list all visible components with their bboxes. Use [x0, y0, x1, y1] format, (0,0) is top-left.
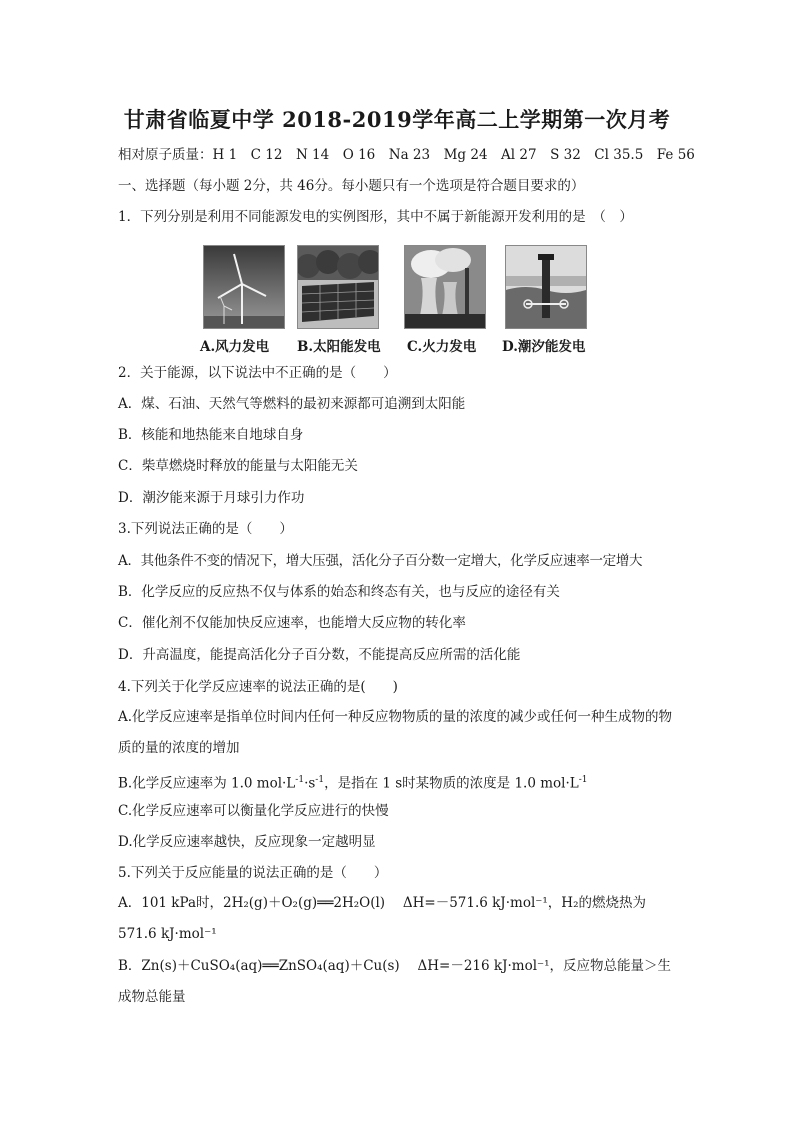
q3-option-c: C．催化剂不仅能加快反应速率，也能增大反应物的转化率	[118, 615, 466, 631]
q4-option-b-sup3: -1	[578, 775, 588, 785]
q3-stem: 3.下列说法正确的是（ ）	[118, 521, 293, 537]
q4-option-b-part3: ，是指在 1 s时某物质的浓度是 1.0 mol·L	[324, 775, 579, 792]
wind-turbine-photo	[203, 245, 285, 329]
q1-caption-c: C.火力发电	[407, 339, 477, 355]
q5-option-a: A．101 kPa时，2H₂(g)＋O₂(g)══2H₂O(l) ΔH=－571.6 kJ·mol⁻¹，H₂的燃烧热为 571.6 kJ·mol⁻¹	[118, 895, 646, 942]
q4-stem: 4.下列关于化学反应速率的说法正确的是( )	[118, 679, 398, 695]
q2-stem: 2．关于能源，以下说法中不正确的是（ ）	[118, 365, 397, 381]
q2-option-b: B．核能和地热能来自地球自身	[118, 427, 304, 443]
q5-option-b: B．Zn(s)＋CuSO₄(aq)══ZnSO₄(aq)＋Cu(s) ΔH=－216 kJ·mol⁻¹，反应物总能量＞生成物总能量	[118, 958, 672, 1005]
q3-option-d: D．升高温度，能提高活化分子百分数，不能提高反应所需的活化能	[118, 647, 521, 663]
thermal-power-plant-photo	[404, 245, 486, 329]
q4-option-b-sup1: -1	[295, 775, 305, 785]
q3-option-b: B．化学反应的反应热不仅与体系的始态和终态有关，也与反应的途径有关	[118, 584, 560, 600]
section-heading: 一、选择题（每小题 2分，共 46分。每小题只有一个选项是符合题目要求的）	[118, 178, 585, 194]
q1-stem: 1．下列分别是利用不同能源发电的实例图形，其中不属于新能源开发利用的是 （ ）	[118, 209, 633, 225]
atomic-masses: 相对原子质量：H 1 C 12 N 14 O 16 Na 23 Mg 24 Al 27 S 32 Cl 35.5 Fe 56	[118, 147, 695, 163]
exam-title: 甘肃省临夏中学 2018-2019学年高二上学期第一次月考	[123, 107, 671, 132]
q4-option-b-part2: ·s	[304, 775, 316, 792]
q4-option-b-part1: B.化学反应速率为 1.0 mol·L	[118, 775, 296, 792]
q2-option-d: D．潮汐能来源于月球引力作功	[118, 490, 305, 506]
q3-option-a: A．其他条件不变的情况下，增大压强，活化分子百分数一定增大，化学反应速率一定增大	[118, 553, 643, 569]
q4-option-d: D.化学反应速率越快，反应现象一定越明显	[118, 834, 376, 850]
solar-panel-photo	[297, 245, 379, 329]
q2-option-a: A．煤、石油、天然气等燃料的最初来源都可追溯到太阳能	[118, 396, 466, 412]
tidal-power-photo	[505, 245, 587, 329]
q1-caption-d: D.潮汐能发电	[502, 339, 586, 355]
q5-stem: 5.下列关于反应能量的说法正确的是（ ）	[118, 865, 388, 881]
q2-option-c: C．柴草燃烧时释放的能量与太阳能无关	[118, 458, 358, 474]
q4-option-a: A.化学反应速率是指单位时间内任何一种反应物物质的量的浓度的减少或任何一种生成物的物质的量的浓度的增加	[118, 709, 673, 756]
q4-option-b-sup2: -1	[315, 775, 325, 785]
q4-option-c: C.化学反应速率可以衡量化学反应进行的快慢	[118, 803, 389, 819]
q4-option-b	[118, 770, 678, 794]
q1-caption-b: B.太阳能发电	[297, 339, 381, 355]
q1-caption-a: A.风力发电	[200, 339, 270, 355]
